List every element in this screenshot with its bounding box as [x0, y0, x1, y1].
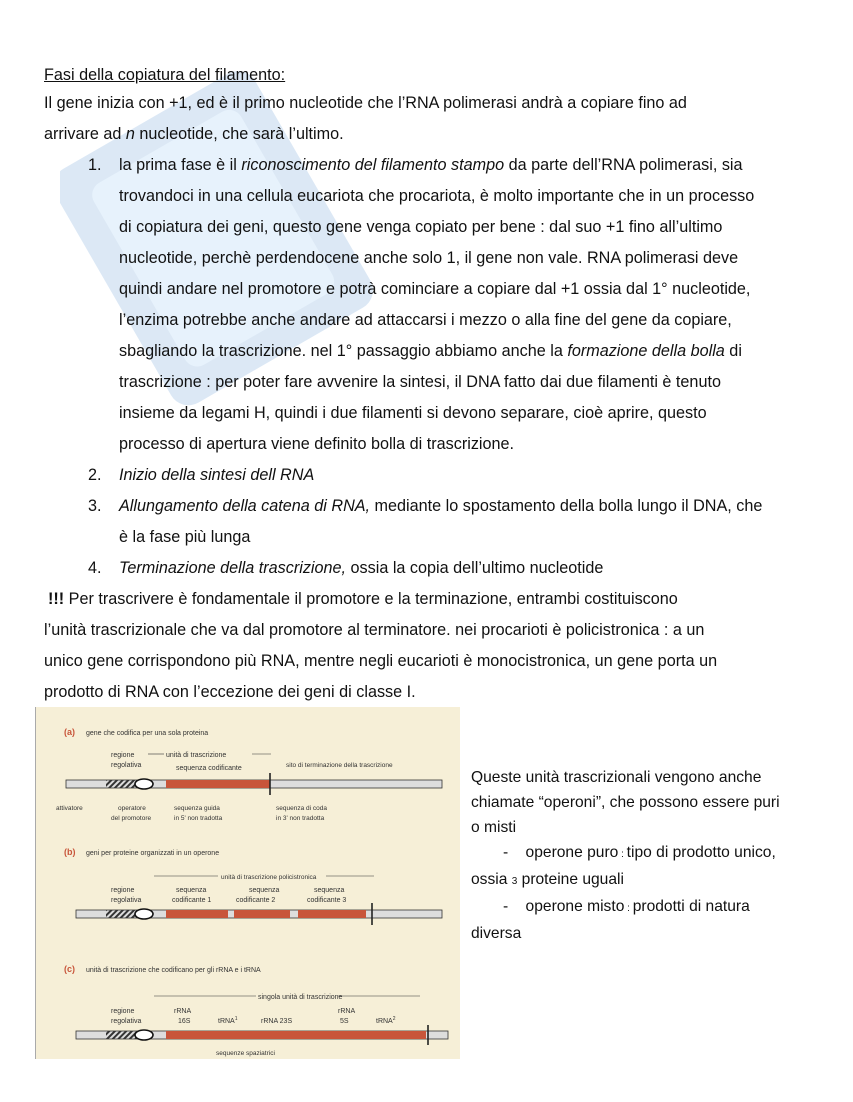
step-number: 1. — [88, 156, 102, 174]
svg-text:regione: regione — [111, 752, 135, 759]
svg-text:tRNA2: tRNA$^2$ — [376, 1016, 396, 1025]
step-line: insieme da legami H, quindi i due filamenti si devono separare, cioè aprire, questo — [119, 404, 707, 422]
step-line: Inizio della sintesi dell RNA — [119, 466, 315, 484]
svg-text:sequenza codificante: sequenza codificante — [176, 765, 242, 772]
side-item: - operone puro : tipo di prodotto unico, — [503, 844, 776, 861]
panel-a — [56, 727, 442, 822]
svg-text:regione: regione — [111, 887, 135, 894]
step-line: quindi andare nel promotore e potrà cominciare a copiare dal +1 ossia dal 1° nucleotide, — [119, 280, 751, 298]
step-line: Allungamento della catena di RNA, mediante lo spostamento della bolla lungo il DNA, che — [119, 497, 763, 515]
svg-text:attivatore: attivatore — [56, 805, 83, 812]
note-line: l’unità trascrizionale che va dal promotore al terminatore. nei procarioti è policistronica : a un — [44, 621, 705, 639]
svg-text:operatore: operatore — [118, 805, 146, 812]
panel-letter: (b) — [64, 847, 76, 857]
note-line: !!! Per trascrivere è fondamentale il promotore e la terminazione, entrambi costituiscono — [48, 590, 678, 608]
step-number: 4. — [88, 559, 102, 577]
svg-text:sequenze spaziatrici: sequenze spaziatrici — [216, 1050, 275, 1057]
svg-text:codificante 2: codificante 2 — [236, 897, 276, 904]
coding-region — [166, 1031, 426, 1039]
svg-text:unità di trascrizione: unità di trascrizione — [166, 752, 227, 759]
side-line: Queste unità trascrizionali vengono anche — [471, 769, 762, 786]
svg-text:sequenza: sequenza — [314, 887, 345, 894]
svg-text:codificante 3: codificante 3 — [307, 897, 347, 904]
svg-text:tRNA1: tRNA$^1$ — [218, 1016, 238, 1025]
side-line: ossia 3 proteine uguali — [471, 871, 624, 888]
svg-text:5S: 5S — [340, 1018, 349, 1025]
panel-caption: gene che codifica per una sola proteina — [86, 730, 209, 737]
side-line: diversa — [471, 925, 522, 942]
step-line: la prima fase è il riconoscimento del filamento stampo da parte dell’RNA polimerasi, sia — [119, 156, 743, 174]
step-line: Terminazione della trascrizione, ossia la copia dell’ultimo nucleotide — [119, 559, 604, 577]
svg-text:rRNA: rRNA — [338, 1008, 356, 1015]
step-line: di copiatura dei geni, questo gene venga copiato per bene : dal suo +1 fino all’ultimo — [119, 218, 723, 236]
step-number: 2. — [88, 466, 102, 484]
step-line: trovandoci in una cellula eucariota che procariota, è molto importante che in un processo — [119, 187, 755, 205]
svg-text:unità di trascrizione policist: unità di trascrizione policistronica — [221, 874, 317, 881]
panel-caption: unità di trascrizione che codificano per gli rRNA e i tRNA — [86, 967, 261, 974]
note-line: prodotto di RNA con l’eccezione dei geni di classe I. — [44, 683, 416, 701]
svg-text:sequenza: sequenza — [249, 887, 280, 894]
svg-text:regolativa: regolativa — [111, 1018, 142, 1025]
svg-text:regione: regione — [111, 1008, 135, 1015]
svg-text:in 3' non tradotta: in 3' non tradotta — [276, 815, 325, 822]
svg-text:codificante 1: codificante 1 — [172, 897, 212, 904]
intro-line-2: arrivare ad n nucleotide, che sarà l’ultimo. — [44, 125, 344, 143]
step-line: trascrizione : per poter fare avvenire la sintesi, il DNA fatto dai due filamenti è tenuto — [119, 373, 721, 391]
side-item: - operone misto : prodotti di natura — [503, 898, 750, 915]
intro-line-1: Il gene inizia con +1, ed è il primo nucleotide che l’RNA polimerasi andrà a copiare fino ad — [44, 94, 687, 112]
side-line: o misti — [471, 819, 517, 836]
svg-text:del promotore: del promotore — [111, 815, 152, 822]
panel-letter: (c) — [64, 964, 75, 974]
step-line: sbagliando la trascrizione. nel 1° passaggio abbiamo anche la formazione della bolla di — [119, 342, 742, 360]
coding-region — [166, 910, 228, 918]
svg-text:sequenza guida: sequenza guida — [174, 805, 220, 812]
svg-text:regolativa: regolativa — [111, 762, 142, 769]
panel-b — [64, 847, 442, 925]
section-heading: Fasi della copiatura del filamento: — [44, 66, 286, 84]
step-number: 3. — [88, 497, 102, 515]
panel-caption: geni per proteine organizzati in un operone — [86, 850, 220, 857]
svg-text:regolativa: regolativa — [111, 897, 142, 904]
coding-region — [166, 780, 270, 788]
step-line: processo di apertura viene definito bolla di trascrizione. — [119, 435, 515, 453]
step-line: l’enzima potrebbe anche andare ad attaccarsi i mezzo o alla fine del gene da copiare, — [119, 311, 732, 329]
panel-letter: (a) — [64, 727, 75, 737]
note-emphasis: !!! — [48, 590, 65, 608]
panel-c — [64, 964, 448, 1057]
step-line: è la fase più lunga — [119, 528, 251, 546]
svg-text:sequenza: sequenza — [176, 887, 207, 894]
svg-text:in 5' non tradotta: in 5' non tradotta — [174, 815, 223, 822]
svg-text:sito di terminazione della tra: sito di terminazione della trascrizione — [286, 762, 393, 769]
side-line: chiamate “operoni”, che possono essere puri — [471, 794, 780, 811]
svg-text:rRNA 23S: rRNA 23S — [261, 1018, 293, 1025]
note-line: unico gene corrispondono più RNA, mentre negli eucarioti è monocistronica, un gene porta un — [44, 652, 718, 670]
operon-figure — [35, 707, 460, 1059]
svg-text:singola unità di trascrizione: singola unità di trascrizione — [258, 994, 343, 1001]
coding-region — [298, 910, 366, 918]
step-line: nucleotide, perchè perdendocene anche solo 1, il gene non vale. RNA polimerasi deve — [119, 249, 739, 267]
coding-region — [234, 910, 290, 918]
svg-text:sequenza di coda: sequenza di coda — [276, 805, 327, 812]
svg-text:rRNA: rRNA — [174, 1008, 192, 1015]
svg-text:16S: 16S — [178, 1018, 191, 1025]
operon-description — [471, 765, 821, 946]
